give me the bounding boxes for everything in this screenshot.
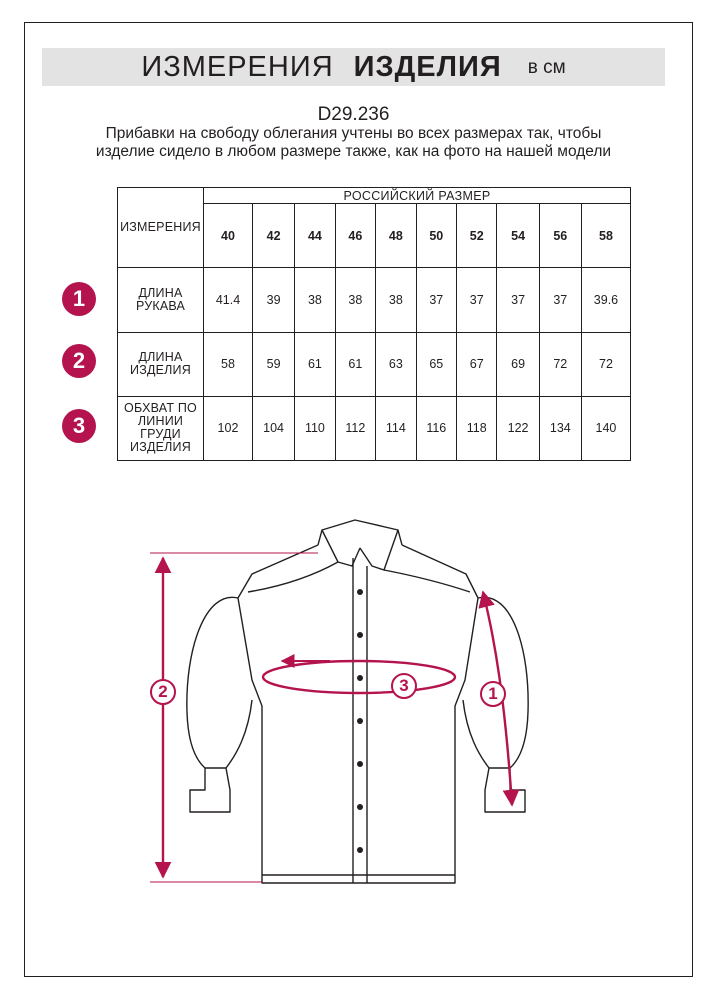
value-cell: 38 <box>335 268 375 332</box>
value-cell: 67 <box>457 332 497 396</box>
value-cell: 37 <box>497 268 539 332</box>
button-1 <box>357 589 363 595</box>
value-cell: 104 <box>252 396 294 460</box>
size-header-cell: 52 <box>457 204 497 268</box>
button-3 <box>357 675 363 681</box>
button-4 <box>357 718 363 724</box>
button-6 <box>357 804 363 810</box>
shirt-buttons <box>357 589 363 853</box>
title-main: ИЗМЕРЕНИЯ <box>141 50 334 83</box>
value-cell: 122 <box>497 396 539 460</box>
size-header-cell: 48 <box>376 204 416 268</box>
size-header-cell: 42 <box>252 204 294 268</box>
value-cell: 140 <box>581 396 630 460</box>
row-marker-2: 2 <box>62 344 96 378</box>
value-cell: 38 <box>295 268 335 332</box>
row-marker-3: 3 <box>62 409 96 443</box>
size-header-cell: 50 <box>416 204 456 268</box>
value-cell: 39.6 <box>581 268 630 332</box>
value-cell: 61 <box>335 332 375 396</box>
value-cell: 63 <box>376 332 416 396</box>
value-cell: 116 <box>416 396 456 460</box>
size-header-cell: 44 <box>295 204 335 268</box>
value-cell: 58 <box>204 332 253 396</box>
size-header-cell: 58 <box>581 204 630 268</box>
row-label: ОБХВАТ ПО ЛИНИИ ГРУДИ ИЗДЕЛИЯ <box>118 396 204 460</box>
value-cell: 69 <box>497 332 539 396</box>
corner-label: ИЗМЕРЕНИЯ <box>118 188 204 268</box>
sleeve-marker: 1 <box>480 681 506 707</box>
size-header-cell: 56 <box>539 204 581 268</box>
length-marker: 2 <box>150 679 176 705</box>
value-cell: 41.4 <box>204 268 253 332</box>
value-cell: 102 <box>204 396 253 460</box>
value-cell: 134 <box>539 396 581 460</box>
chest-marker: 3 <box>391 673 417 699</box>
value-cell: 65 <box>416 332 456 396</box>
value-cell: 38 <box>376 268 416 332</box>
value-cell: 61 <box>295 332 335 396</box>
fit-note: Прибавки на свободу облегания учтены во всех размерах так, чтобы изделие сидело в любом размере также, как на фото на нашей модели <box>95 125 612 160</box>
button-7 <box>357 847 363 853</box>
value-cell: 114 <box>376 396 416 460</box>
value-cell: 37 <box>539 268 581 332</box>
button-5 <box>357 761 363 767</box>
button-2 <box>357 632 363 638</box>
size-header: РОССИЙСКИЙ РАЗМЕР <box>204 188 631 204</box>
size-header-cell: 40 <box>204 204 253 268</box>
value-cell: 37 <box>457 268 497 332</box>
shirt-outline <box>187 520 528 883</box>
row-label: ДЛИНА РУКАВА <box>118 268 204 332</box>
size-header-cell: 46 <box>335 204 375 268</box>
value-cell: 37 <box>416 268 456 332</box>
value-cell: 112 <box>335 396 375 460</box>
value-cell: 59 <box>252 332 294 396</box>
value-cell: 39 <box>252 268 294 332</box>
title-unit: в см <box>527 57 566 78</box>
value-cell: 110 <box>295 396 335 460</box>
row-label: ДЛИНА ИЗДЕЛИЯ <box>118 332 204 396</box>
measure-lines <box>150 553 512 882</box>
value-cell: 72 <box>539 332 581 396</box>
value-cell: 72 <box>581 332 630 396</box>
row-marker-1: 1 <box>62 282 96 316</box>
article-number: D29.236 <box>317 104 390 125</box>
value-cell: 118 <box>457 396 497 460</box>
title-bold: ИЗДЕЛИЯ <box>353 50 502 83</box>
size-header-cell: 54 <box>497 204 539 268</box>
